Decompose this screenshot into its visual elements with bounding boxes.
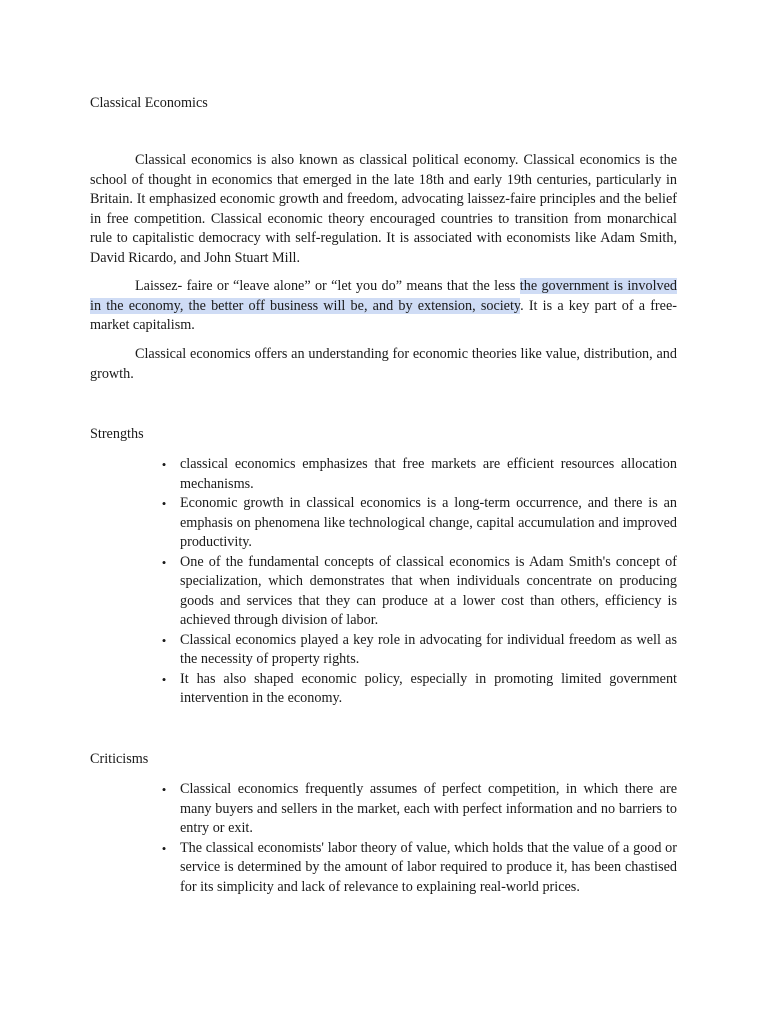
paragraph-text: . It is a key part of a free-market capitalism.: [90, 297, 677, 333]
bullet-icon: •: [161, 496, 167, 511]
list-item-text: It has also shaped economic policy, especially in promoting limited government intervention in the economy.: [180, 670, 677, 706]
bullet-icon: •: [161, 554, 167, 570]
criticisms-list: [161, 780, 677, 897]
intro-paragraph-3: Classical economics offers an understanding for economic theories like value, distribution, and growth.: [90, 346, 677, 382]
bullet-icon: •: [161, 782, 167, 797]
list-item-text: Classical economics played a key role in advocating for individual freedom as well as the necessity of property rights.: [180, 631, 677, 667]
list-item-text: classical economics emphasizes that free markets are efficient resources allocation mechanisms.: [180, 456, 677, 492]
list-item: [161, 839, 677, 898]
intro-paragraph-2: [90, 277, 677, 336]
list-item-text: Economic growth in classical economics is a long-term occurrence, and there is an emphasis on phenomena like technological change, capital accumulation and improved productivity.: [180, 495, 677, 550]
list-item: [161, 494, 677, 553]
list-item-text: One of the fundamental concepts of classical economics is Adam Smith's concept of specialization, which demonstrates that when individuals concentrate on producing goods and services that they can produce at a lower cost than others, efficiency is achieved through division of labor.: [180, 553, 677, 628]
list-item-text: Classical economics frequently assumes of perfect competition, in which there are many buyers and sellers in the market, each with perfect information and no barriers to entry or exit.: [180, 781, 677, 836]
list-item-text: The classical economists' labor theory of value, which holds that the value of a good or service is determined by the amount of labor required to produce it, has been chastised for its simplicity and lack of relevance to explaining real-world prices.: [180, 839, 677, 895]
list-item: [161, 670, 677, 709]
document-title: Classical Economics: [90, 95, 208, 111]
strengths-list: [161, 455, 677, 709]
bullet-icon: •: [161, 457, 167, 472]
list-item: [161, 455, 677, 494]
selected-text-highlight[interactable]: the government is involved in the economy, the better off business will be, and by extension, society: [90, 278, 677, 314]
bullet-icon: •: [161, 632, 167, 648]
criticisms-heading: Criticisms: [90, 751, 149, 767]
intro-paragraph-1: Classical economics is also known as classical political economy. Classical economics is the school of thought in economics that emerged in the late 18th and early 19th centuries, particularly in Britain. It emphasized economic growth and freedom, advocating laissez-faire principles and the belief in free competition. Classical economic theory encouraged countries to transition from monarchical rule to capitalistic democracy with self-regulation. It is associated with economists like Adam Smith, David Ricardo, and John Stuart Mill.: [90, 152, 677, 266]
strengths-heading: Strengths: [90, 426, 144, 442]
list-item: [161, 780, 677, 839]
list-item: [161, 631, 677, 670]
bullet-icon: •: [161, 840, 167, 856]
paragraph-text: Laissez- faire or “leave alone” or “let you do” means that the less: [135, 278, 520, 294]
bullet-icon: •: [161, 671, 167, 687]
list-item: [161, 553, 677, 631]
